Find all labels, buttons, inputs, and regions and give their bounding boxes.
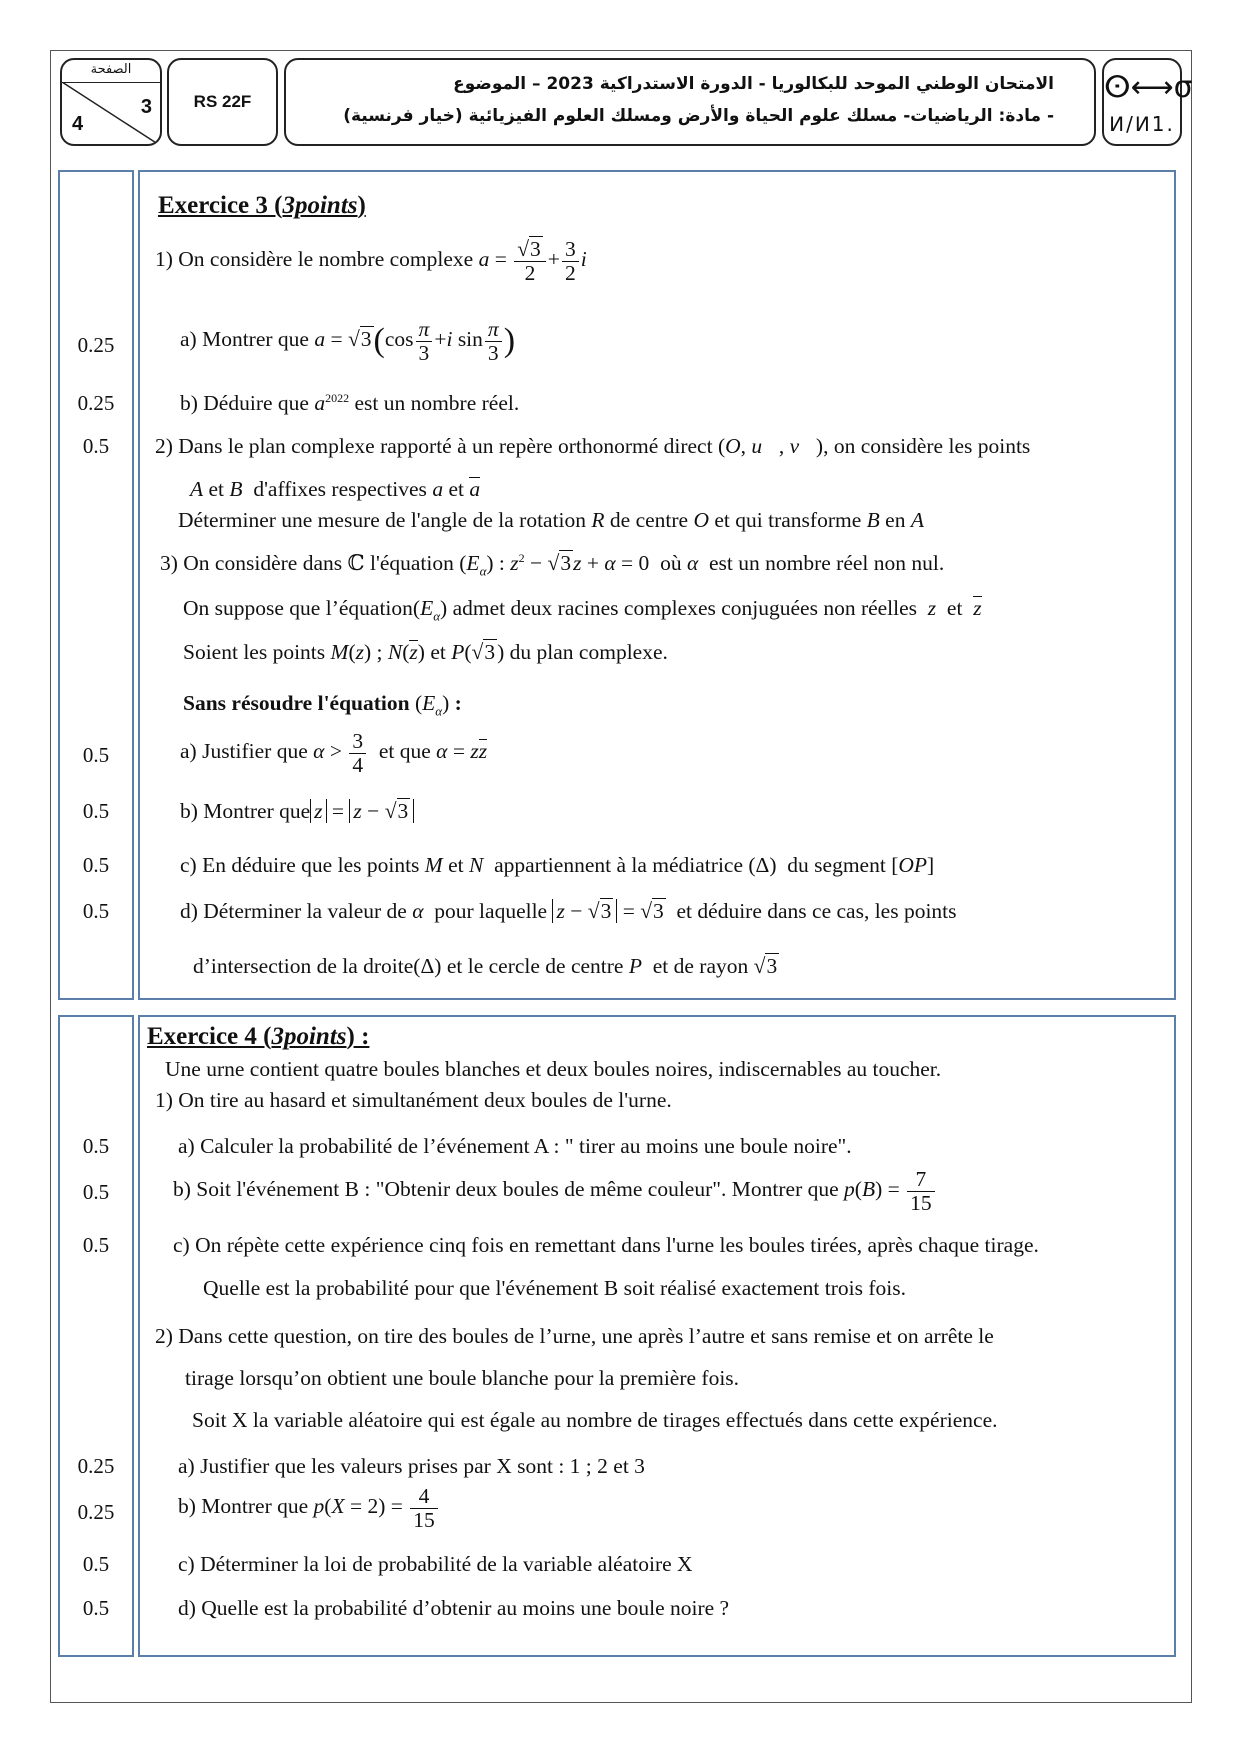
page-total: 4 [72, 113, 84, 135]
exercise3-title: Exercice 3 (3points) [158, 192, 366, 219]
score-ex4-2d: 0.5 [82, 1596, 110, 1620]
score-ex3-3c: 0.5 [82, 853, 110, 877]
logo-text: ⵍ/ⵍ1. [1109, 112, 1175, 136]
ex4-q1: 1) On tire au hasard et simultanément deux boules de l'urne. [155, 1088, 672, 1112]
ex3-q3a: a) Justifier que α > $\frac{3}{4}$ et que α = zz [180, 729, 488, 777]
exam-code: RS 22F [167, 58, 278, 146]
ex3-q3-line3: Soient les points M(z) ; N(z) et P(√3) du plan complexe. [183, 640, 668, 664]
logo-symbol: ⵙ⟷σ [1104, 70, 1193, 105]
score-ex4-2c: 0.5 [82, 1552, 110, 1576]
ex3-q2-line2: A et B d'affixes respectives a et a [190, 477, 481, 501]
ex4-q2-line2: tirage lorsqu’on obtient une boule blanche pour la première fois. [185, 1366, 740, 1390]
ex3-q3d-line2: d’intersection de la droite(Δ) et le cercle de centre P et de rayon √3 [193, 954, 778, 978]
ex4-q1b: b) Soit l'événement B : "Obtenir deux boules de même couleur". Montrer que p(B) = $\frac{7}{15}$ [173, 1168, 937, 1214]
score-ex4-2a: 0.25 [77, 1454, 115, 1478]
ex3-q1a: a) Montrer que a = √3(cos $\frac{\pi}{3}$ +i sin $\frac{\pi}{3}$ ) [180, 317, 516, 365]
ex3-q3c: c) En déduire que les points M et N appartiennent à la médiatrice (Δ) du segment [OP] [180, 853, 935, 877]
score-ex3-1b: 0.25 [77, 391, 115, 415]
page-number-box [60, 58, 162, 146]
page-current: 3 [140, 96, 152, 118]
ex4-q2a: a) Justifier que les valeurs prises par X sont : 1 ; 2 et 3 [178, 1454, 645, 1478]
score-ex3-1a: 0.25 [77, 333, 115, 357]
ex4-q1a: a) Calculer la probabilité de l’événement A : " tirer au moins une boule noire". [178, 1134, 852, 1158]
score-ex3-3b: 0.5 [82, 799, 110, 823]
exercise4-title: Exercice 4 (3points) : [147, 1023, 370, 1050]
score-ex4-1c: 0.5 [82, 1233, 110, 1257]
ex3-q3d: d) Déterminer la valeur de α pour laquelle z − √3 = √3 et déduire dans ce cas, les points [180, 899, 957, 923]
ex4-q1c-line2: Quelle est la probabilité pour que l'événement B soit réalisé exactement trois fois. [203, 1276, 907, 1300]
score-ex3-2: 0.5 [82, 434, 110, 458]
ex4-q2c: c) Déterminer la loi de probabilité de la variable aléatoire X [178, 1552, 693, 1576]
score-ex3-3a: 0.5 [82, 743, 110, 767]
ex3-q2-line3: Déterminer une mesure de l'angle de la rotation R de centre O et qui transforme B en A [178, 508, 924, 532]
exam-title-box [284, 58, 1096, 146]
ex3-q3-line2: On suppose que $l’équation(E_\alpha)$ admet deux racines complexes conjuguées non réelles z et z [183, 596, 982, 624]
ex4-q2-line3: Soit X la variable aléatoire qui est égale au nombre de tirages effectués dans cette expérience. [192, 1408, 998, 1432]
score-ex4-2b: 0.25 [77, 1500, 115, 1524]
exam-title-line1: الامتحان الوطني الموحد للبكالوريا - الدورة الاستدراكية 2023 – الموضوع [453, 74, 1054, 94]
page-label: الصفحة [90, 62, 132, 77]
score-ex3-3d: 0.5 [82, 899, 110, 923]
ex4-q2: 2) Dans cette question, on tire des boules de l’urne, une après l’autre et sans remise et on arrête le [155, 1324, 994, 1348]
ministry-logo [1102, 58, 1193, 146]
ex3-q1b: b) Déduire que $a^{2022}$ est un nombre réel. [180, 391, 520, 416]
ex4-q1c: c) On répète cette expérience cinq fois en remettant dans l'urne les boules tirées, après chaque tirage. [173, 1233, 1039, 1257]
ex3-q3b: b) Montrer que z = z − √3 [180, 799, 414, 824]
ex3-q3: 3) On considère dans ℂ l'équation $(E_\alpha)$ : $z^2 - √3z + \alpha = 0$ où α est un nombre réel non nul. [160, 551, 945, 579]
ex4-intro: Une urne contient quatre boules blanches et deux boules noires, indiscernables au toucher. [165, 1057, 942, 1081]
score-ex4-1b: 0.5 [82, 1180, 110, 1204]
ex3-q1: 1) On considère le nombre complexe a = $\frac{√3}{2}$ + $\frac{3}{2}$ i [155, 237, 587, 285]
ex4-q2b: b) Montrer que p(X = 2) = $\frac{4}{15}$ [178, 1485, 440, 1531]
ex3-q2: 2) Dans le plan complexe rapporté à un repère orthonormé direct (O, u⃗, v⃗), on considère les points [155, 434, 1031, 458]
ex3-q3-bold: Sans résoudre l'équation $(E_\alpha)$ : [183, 691, 462, 719]
ex4-q2d: d) Quelle est la probabilité d’obtenir au moins une boule noire ? [178, 1596, 730, 1620]
exam-title-line2: - مادة: الرياضيات- مسلك علوم الحياة والأرض ومسلك العلوم الفيزيائية (خيار فرنسية) [343, 106, 1054, 126]
score-ex4-1a: 0.5 [82, 1134, 110, 1158]
